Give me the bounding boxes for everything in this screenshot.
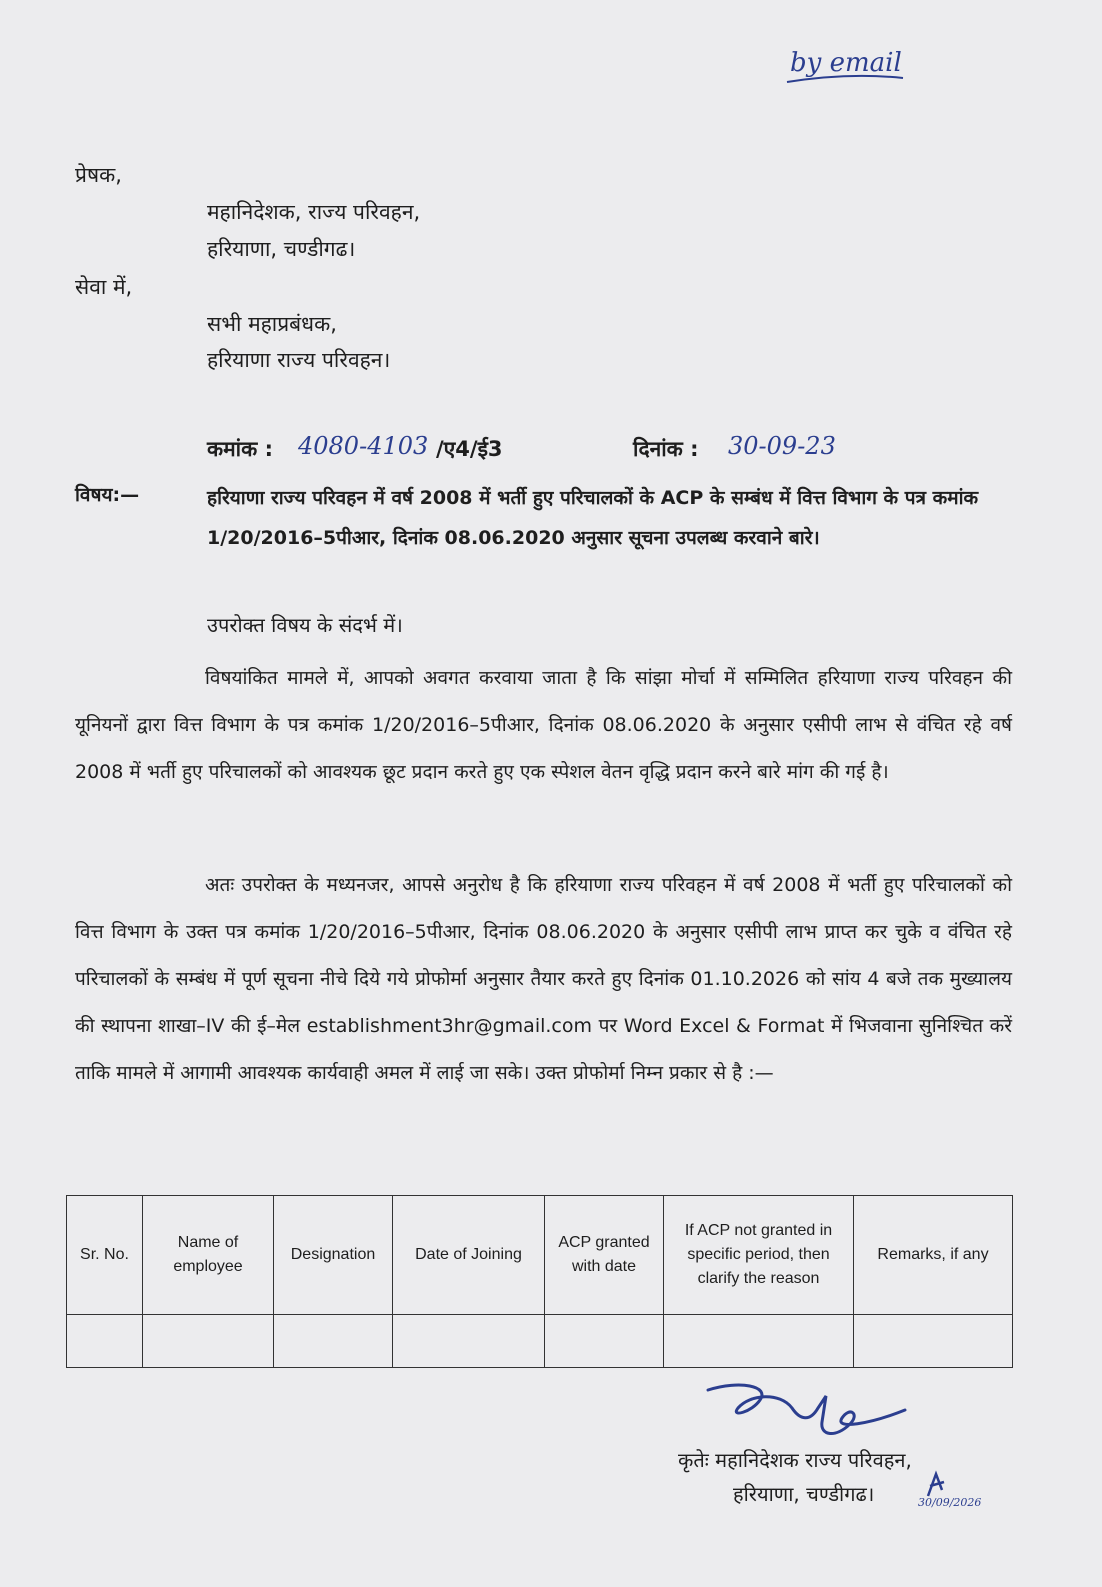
table-cell xyxy=(274,1315,393,1368)
table-header-row xyxy=(67,1196,1013,1315)
paragraph-1-text: विषयांकित मामले में, आपको अवगत करवाया जाता है कि सांझा मोर्चा में सम्मिलित हरियाणा राज्य परिवहन की यूनियनों द्वारा वित्त विभाग के पत्र कमांक 1/20/2016–5पीआर, दिनांक 08.06.2020 के अनुसार एसीपी लाभ से वंचित रहे वर्ष 2008 में भर्ती हुए परिचालकों को आवश्यक छूट प्रदान करते हुए एक स्पेशल वेतन वृद्धि प्रदान करने बारे मांग की गई है। xyxy=(75,667,1012,783)
header-acp-granted: ACP granted with date xyxy=(545,1196,664,1315)
sender-line-1: महानिदेशक, राज्य परिवहन, xyxy=(207,200,421,224)
table-cell xyxy=(143,1315,274,1368)
ref-suffix: /ए4/ई3 xyxy=(436,437,503,461)
handwritten-signature xyxy=(700,1378,915,1453)
recipient-label: सेवा में, xyxy=(75,275,133,299)
ref-number-handwritten: 4080-4103 xyxy=(298,432,429,460)
table-cell xyxy=(854,1315,1013,1368)
ref-label: कमांक : xyxy=(207,437,273,461)
header-date-of-joining: Date of Joining xyxy=(393,1196,545,1315)
recipient-line-1: सभी महाप्रबंधक, xyxy=(207,312,337,336)
table-cell xyxy=(545,1315,664,1368)
sender-label: प्रेषक, xyxy=(75,163,122,187)
initial-date: 30/09/2026 xyxy=(918,1496,982,1509)
paragraph-2-text: अतः उपरोक्त के मध्यनजर, आपसे अनुरोध है कि हरियाणा राज्य परिवहन में वर्ष 2008 में भर्ती हुए परिचालकों को वित्त विभाग के उक्त पत्र कमांक 1/20/2016–5पीआर, दिनांक 08.06.2020 के अनुसार एसीपी लाभ प्राप्त कर चुके व वंचित रहे परिचालकों के सम्बंध में पूर्ण सूचना नीचे दिये गये प्रोफोर्मा अनुसार तैयार करते हुए दिनांक 01.10.2026 को सांय 4 बजे तक मुख्यालय की स्थापना शाखा–IV की ई–मेल establishment3hr@gmail.com पर Word Excel & Format में भिजवाना सुनिश्चित करें ताकि मामले में आगामी आवश्यक कार्यवाही अमल में लाई जा सके। उक्त प्रोफोर्मा निम्न प्रकार से है :— xyxy=(75,874,1012,1084)
table-cell xyxy=(393,1315,545,1368)
header-sr-no: Sr. No. xyxy=(67,1196,143,1315)
table-cell xyxy=(67,1315,143,1368)
proforma-table xyxy=(66,1195,1013,1368)
date-label: दिनांक : xyxy=(633,437,699,461)
signatory-line-1: कृतेः महानिदेशक राज्य परिवहन, xyxy=(678,1448,912,1472)
body-paragraph-2 xyxy=(75,862,1012,1097)
subject-label: विषय:— xyxy=(75,484,140,506)
annotation-underline xyxy=(785,70,910,90)
table-cell xyxy=(664,1315,854,1368)
signatory-line-2: हरियाणा, चण्डीगढ। xyxy=(733,1482,875,1506)
header-name: Name of employee xyxy=(143,1196,274,1315)
subject-text: हरियाणा राज्य परिवहन में वर्ष 2008 में भर्ती हुए परिचालकों के ACP के सम्बंध में वित्त विभाग के पत्र कमांक 1/20/2016–5पीआर, दिनांक 08.06.2020 अनुसार सूचना उपलब्ध करवाने बारे। xyxy=(207,487,979,549)
date-handwritten: 30-09-23 xyxy=(728,432,836,460)
by-email-annotation: by email xyxy=(790,48,902,78)
sender-line-2: हरियाणा, चण्डीगढ। xyxy=(207,237,356,261)
header-remarks: Remarks, if any xyxy=(854,1196,1013,1315)
body-paragraph-1 xyxy=(75,655,1012,796)
reference-line: उपरोक्त विषय के संदर्भ में। xyxy=(207,613,403,637)
recipient-line-2: हरियाणा राज्य परिवहन। xyxy=(207,348,391,372)
table-row xyxy=(67,1315,1013,1368)
header-designation: Designation xyxy=(274,1196,393,1315)
header-acp-reason: If ACP not granted in specific period, then clarify the reason xyxy=(664,1196,854,1315)
